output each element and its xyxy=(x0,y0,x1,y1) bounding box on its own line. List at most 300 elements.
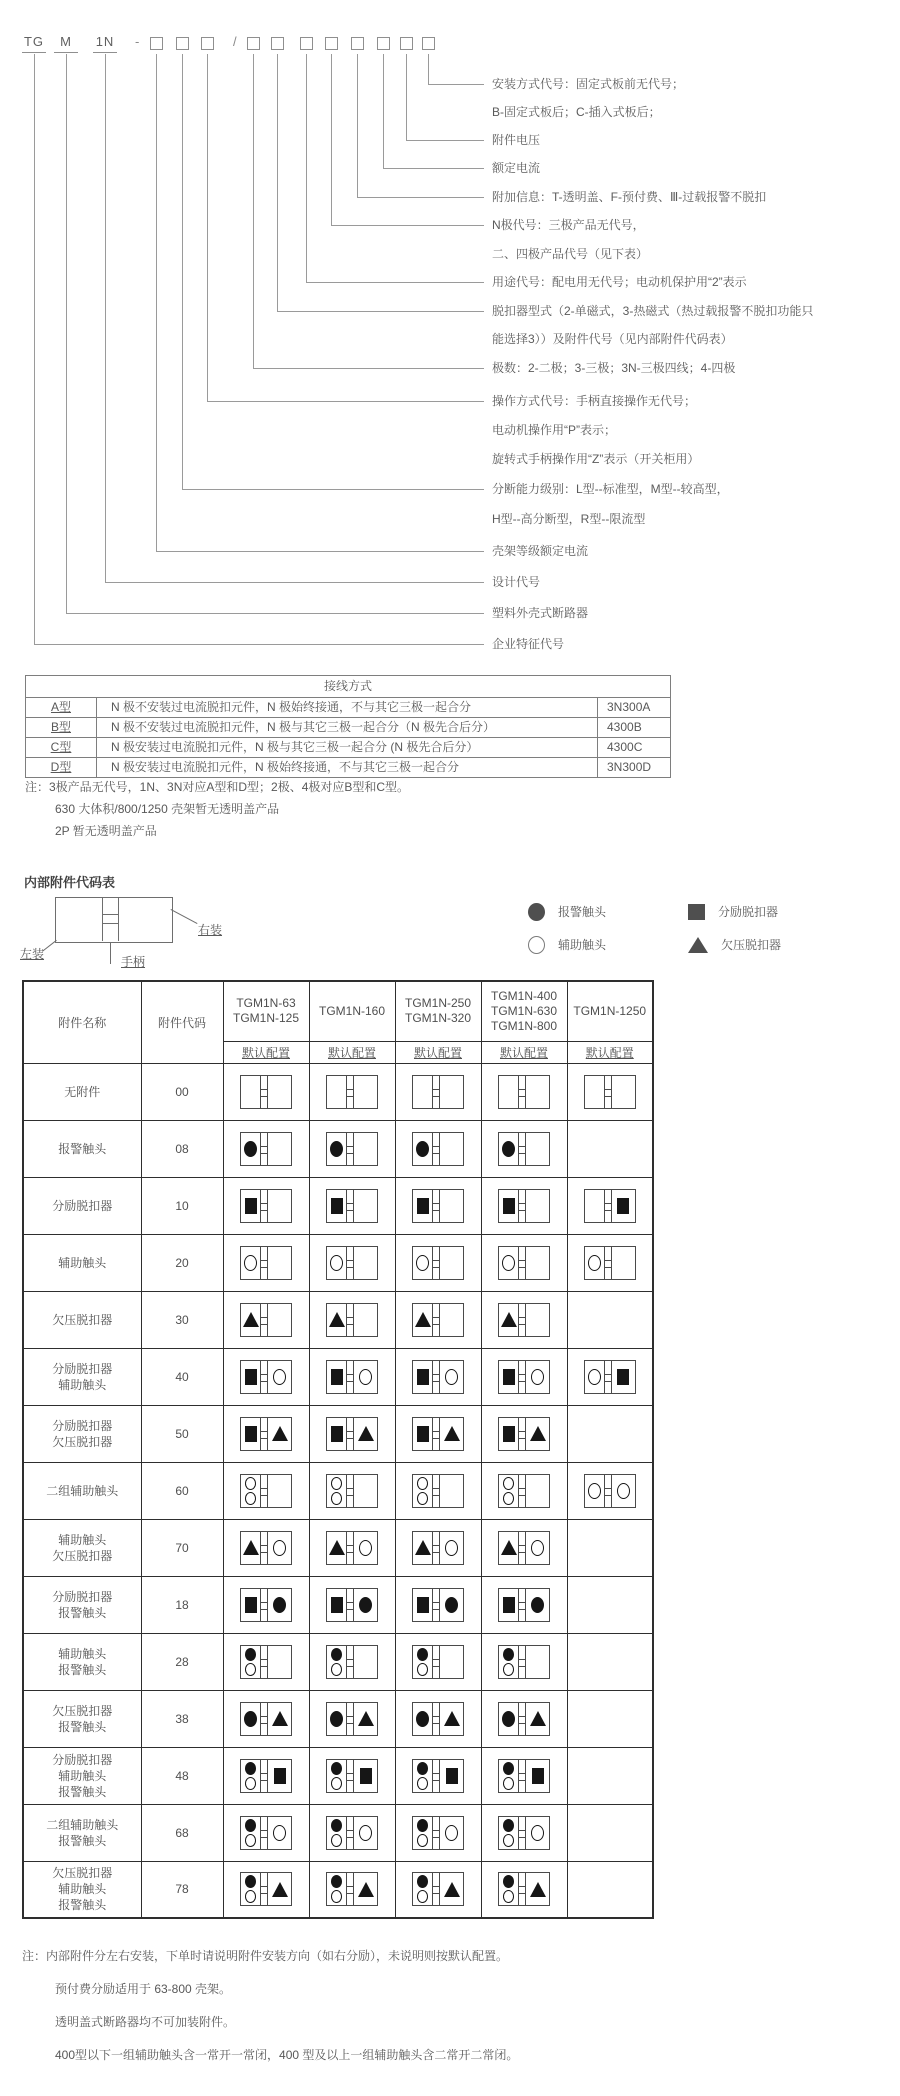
footer-note-line: 预付费分励适用于 63-800 壳架。 xyxy=(55,1982,232,1996)
config-cell xyxy=(567,1861,653,1918)
box-left-slot xyxy=(327,1646,346,1678)
box-handle-slot xyxy=(260,1646,268,1678)
footer-note-line: 注：内部附件分左右安装，下单时请说明附件安装方向（如右分励），未说明则按默认配置。 xyxy=(22,1949,509,1963)
handle-rung xyxy=(519,1716,525,1717)
box-handle-slot xyxy=(518,1646,526,1678)
config-cell xyxy=(223,1405,309,1462)
config-cell xyxy=(567,1633,653,1690)
config-cell xyxy=(223,1804,309,1861)
config-cell xyxy=(481,1861,567,1918)
box-right-slot xyxy=(354,1817,377,1849)
connector-line xyxy=(34,644,484,645)
box-handle-slot xyxy=(432,1190,440,1222)
box-left-slot xyxy=(499,1361,518,1393)
accessory-row xyxy=(23,1405,653,1462)
config-cell xyxy=(395,1462,481,1519)
handle-rung xyxy=(433,1374,439,1375)
default-config-label: 默认配置 xyxy=(499,1045,548,1060)
box-right-slot xyxy=(354,1133,377,1165)
handle-rung xyxy=(433,1659,439,1660)
aux-contact-symbol xyxy=(503,1890,514,1903)
handle-rung xyxy=(433,1723,439,1724)
accessory-config-box xyxy=(412,1872,464,1906)
footer-notes xyxy=(22,1948,518,2080)
accessory-code-cell: 00 xyxy=(141,1063,223,1120)
box-left-slot xyxy=(413,1475,432,1507)
box-handle-slot xyxy=(432,1418,440,1450)
handle-rung xyxy=(261,1146,267,1147)
code-segment-box xyxy=(247,37,260,50)
box-left-slot xyxy=(327,1076,346,1108)
handle-rung xyxy=(519,1666,525,1667)
alarm-contact-symbol xyxy=(331,1819,342,1832)
code-segment-box xyxy=(377,37,390,50)
accessory-config-box xyxy=(412,1132,464,1166)
box-handle-slot xyxy=(346,1361,354,1393)
handle-rung xyxy=(433,1666,439,1667)
accessory-config-box xyxy=(584,1246,636,1280)
box-right-slot xyxy=(354,1760,377,1792)
model-name-line: TGM1N-63 xyxy=(236,996,296,1011)
connector-line xyxy=(306,54,307,282)
handle-rung xyxy=(433,1893,439,1894)
box-right-slot xyxy=(526,1190,549,1222)
box-left-slot xyxy=(241,1532,260,1564)
box-left-slot xyxy=(241,1646,260,1678)
connector-line xyxy=(66,54,67,613)
install-direction-diagram xyxy=(20,893,280,985)
code-meaning-label: 脱扣器型式（2-单磁式，3-热磁式（热过载报警不脱扣功能只 xyxy=(492,304,814,318)
alarm-contact-symbol xyxy=(330,1141,343,1157)
accessory-name-line: 报警触头 xyxy=(58,1784,107,1799)
box-handle-slot xyxy=(518,1076,526,1108)
accessory-name-cell xyxy=(23,1063,141,1120)
handle-rung xyxy=(519,1153,525,1154)
shunt-release-symbol xyxy=(617,1369,629,1385)
handle-slot xyxy=(102,897,119,941)
box-right-slot xyxy=(440,1532,463,1564)
connector-line xyxy=(428,84,484,85)
model-name-line: TGM1N-1250 xyxy=(573,1003,647,1018)
aux-contact-symbol xyxy=(416,1255,429,1271)
handle-rung xyxy=(347,1602,353,1603)
box-right-slot xyxy=(440,1361,463,1393)
box-right-slot xyxy=(354,1190,377,1222)
box-left-slot xyxy=(499,1817,518,1849)
aux-contact-symbol xyxy=(531,1825,544,1841)
box-right-slot xyxy=(268,1361,291,1393)
accessory-row xyxy=(23,1633,653,1690)
box-handle-slot xyxy=(432,1703,440,1735)
shunt-release-symbol xyxy=(360,1768,372,1784)
accessory-config-box xyxy=(412,1246,464,1280)
handle-rung xyxy=(433,1609,439,1610)
accessory-config-box xyxy=(412,1360,464,1394)
config-cell xyxy=(481,1291,567,1348)
config-cell xyxy=(481,1747,567,1804)
handle-rung xyxy=(347,1089,353,1090)
connector-line xyxy=(156,551,484,552)
box-handle-slot xyxy=(260,1703,268,1735)
box-left-slot xyxy=(327,1532,346,1564)
box-left-slot xyxy=(241,1361,260,1393)
aux-contact-symbol xyxy=(445,1369,458,1385)
handle-rung xyxy=(433,1716,439,1717)
config-cell xyxy=(567,1462,653,1519)
code-segment-text: M xyxy=(60,34,72,49)
box-right-slot xyxy=(526,1247,549,1279)
accessory-config-box xyxy=(498,1702,550,1736)
accessory-config-box xyxy=(240,1360,292,1394)
box-right-slot xyxy=(354,1589,377,1621)
handle-rung xyxy=(519,1381,525,1382)
accessory-config-box xyxy=(412,1474,464,1508)
aux-contact-symbol xyxy=(245,1777,256,1790)
undervoltage-release-symbol xyxy=(530,1882,546,1897)
box-handle-slot xyxy=(518,1190,526,1222)
box-handle-slot xyxy=(432,1304,440,1336)
box-right-slot xyxy=(268,1076,291,1108)
aux-contact-symbol xyxy=(359,1825,372,1841)
aux-legend-icon xyxy=(528,936,545,954)
alarm-contact-symbol xyxy=(416,1141,429,1157)
accessory-name-cell xyxy=(23,1576,141,1633)
handle-rung xyxy=(433,1552,439,1553)
box-handle-slot xyxy=(432,1532,440,1564)
wiring-title-cell: 接线方式 xyxy=(26,676,671,698)
connector-line xyxy=(331,225,484,226)
box-left-slot xyxy=(327,1247,346,1279)
accessory-name-cell xyxy=(23,1405,141,1462)
accessory-row xyxy=(23,1120,653,1177)
handle-rung xyxy=(605,1260,611,1261)
box-left-slot xyxy=(327,1703,346,1735)
config-cell xyxy=(309,1690,395,1747)
legend-item xyxy=(528,928,688,961)
wiring-type-cell xyxy=(26,718,97,738)
alarm-contact-symbol xyxy=(502,1141,515,1157)
box-right-slot xyxy=(440,1703,463,1735)
handle-rung xyxy=(347,1381,353,1382)
box-right-slot xyxy=(268,1304,291,1336)
legend-item xyxy=(688,928,868,961)
box-left-slot xyxy=(499,1304,518,1336)
handle-rung xyxy=(605,1381,611,1382)
handle-rung xyxy=(605,1488,611,1489)
code-segment-box xyxy=(422,37,435,50)
box-handle-slot xyxy=(260,1532,268,1564)
box-handle-slot xyxy=(604,1361,612,1393)
accessory-config-box xyxy=(412,1645,464,1679)
aux-contact-symbol xyxy=(503,1834,514,1847)
accessory-config-box xyxy=(326,1075,378,1109)
default-config-label: 默认配置 xyxy=(413,1045,462,1060)
box-left-slot xyxy=(241,1703,260,1735)
accessory-config-box xyxy=(498,1645,550,1679)
aux-contact-symbol xyxy=(503,1477,514,1490)
legend-label: 报警触头 xyxy=(558,905,607,919)
wiring-type-label: D型 xyxy=(50,760,72,774)
undervoltage-release-symbol xyxy=(415,1312,431,1327)
aux-contact-symbol xyxy=(417,1777,428,1790)
code-meaning-label: 安装方式代号：固定式板前无代号； xyxy=(492,77,685,91)
aux-contact-symbol xyxy=(245,1834,256,1847)
accessory-name-line: 欠压脱扣器 xyxy=(52,1434,113,1449)
handle-rung xyxy=(347,1837,353,1838)
accessory-row xyxy=(23,1519,653,1576)
config-cell xyxy=(567,1576,653,1633)
accessory-config-box xyxy=(584,1360,636,1394)
code-separator: - xyxy=(135,34,140,49)
box-right-slot xyxy=(440,1076,463,1108)
config-cell xyxy=(309,1120,395,1177)
box-handle-slot xyxy=(346,1589,354,1621)
box-handle-slot xyxy=(604,1190,612,1222)
box-handle-slot xyxy=(432,1247,440,1279)
accessory-name-cell xyxy=(23,1177,141,1234)
handle-rung xyxy=(433,1324,439,1325)
alarm-contact-symbol xyxy=(502,1711,515,1727)
aux-contact-symbol xyxy=(588,1369,601,1385)
code-meaning-label: 额定电流 xyxy=(492,161,541,175)
connector-line xyxy=(34,54,35,644)
config-cell xyxy=(481,1633,567,1690)
box-left-slot xyxy=(241,1873,260,1905)
config-cell xyxy=(395,1348,481,1405)
box-handle-slot xyxy=(346,1133,354,1165)
accessory-config-box xyxy=(412,1531,464,1565)
config-cell xyxy=(309,1519,395,1576)
box-right-slot xyxy=(268,1190,291,1222)
handle-rung xyxy=(261,1495,267,1496)
accessory-name-line: 报警触头 xyxy=(58,1605,107,1620)
shunt-release-symbol xyxy=(503,1198,515,1214)
box-right-slot xyxy=(268,1646,291,1678)
box-handle-slot xyxy=(346,1304,354,1336)
alarm-contact-symbol xyxy=(503,1648,514,1661)
handle-rung xyxy=(433,1210,439,1211)
accessory-config-box xyxy=(240,1303,292,1337)
accessory-config-box xyxy=(326,1132,378,1166)
accessory-row xyxy=(23,1291,653,1348)
acc-header-row xyxy=(23,981,653,1041)
accessory-config-box xyxy=(240,1759,292,1793)
handle-rung xyxy=(261,1780,267,1781)
accessory-name-line: 辅助触头 xyxy=(58,1255,107,1270)
shunt-release-symbol xyxy=(331,1597,343,1613)
undervoltage-release-symbol xyxy=(358,1882,374,1897)
wiring-row xyxy=(26,758,671,778)
accessory-config-box xyxy=(240,1872,292,1906)
handle-rung xyxy=(519,1374,525,1375)
box-right-slot xyxy=(354,1646,377,1678)
aux-contact-symbol xyxy=(502,1255,515,1271)
box-handle-slot xyxy=(432,1817,440,1849)
accessory-config-box xyxy=(326,1303,378,1337)
aux-contact-symbol xyxy=(331,1777,342,1790)
code-meaning-label: N极代号：三极产品无代号， xyxy=(492,218,645,232)
box-right-slot xyxy=(612,1247,635,1279)
wiring-desc-cell: N 极安装过电流脱扣元件，N 极始终接通，不与其它三极一起合分 xyxy=(97,758,598,778)
undervoltage-release-symbol xyxy=(272,1426,288,1441)
accessory-name-cell xyxy=(23,1519,141,1576)
alarm-contact-symbol xyxy=(417,1648,428,1661)
box-handle-slot xyxy=(432,1646,440,1678)
box-left-slot xyxy=(241,1133,260,1165)
right-install-label: 右装 xyxy=(198,923,223,937)
box-left-slot xyxy=(241,1817,260,1849)
box-handle-slot xyxy=(346,1873,354,1905)
config-cell xyxy=(567,1063,653,1120)
accessory-config-box xyxy=(240,1075,292,1109)
config-cell xyxy=(223,1519,309,1576)
accessory-config-box xyxy=(326,1816,378,1850)
aux-contact-symbol xyxy=(417,1492,428,1505)
code-meaning-label: 壳架等级额定电流 xyxy=(492,544,589,558)
legend-label: 辅助触头 xyxy=(558,938,607,952)
handle-rung xyxy=(519,1886,525,1887)
config-cell xyxy=(567,1120,653,1177)
handle-rung xyxy=(261,1666,267,1667)
model-name-line: TGM1N-160 xyxy=(318,1003,386,1018)
connector-line xyxy=(406,54,407,140)
accessory-code-cell: 70 xyxy=(141,1519,223,1576)
box-handle-slot xyxy=(260,1589,268,1621)
box-right-slot xyxy=(268,1589,291,1621)
connector-line xyxy=(156,54,157,551)
handle-rung xyxy=(433,1773,439,1774)
config-cell xyxy=(567,1690,653,1747)
alarm-contact-symbol xyxy=(244,1141,257,1157)
shunt-release-symbol xyxy=(245,1369,257,1385)
config-cell xyxy=(395,1234,481,1291)
handle-rung xyxy=(433,1153,439,1154)
box-left-slot xyxy=(241,1076,260,1108)
box-right-slot xyxy=(612,1190,635,1222)
accessory-code-cell: 68 xyxy=(141,1804,223,1861)
config-cell xyxy=(223,1234,309,1291)
config-cell xyxy=(481,1177,567,1234)
config-cell xyxy=(223,1177,309,1234)
box-handle-slot xyxy=(518,1589,526,1621)
accessory-config-box xyxy=(326,1360,378,1394)
model-name-line: TGM1N-320 xyxy=(404,1011,472,1026)
accessory-code-cell: 50 xyxy=(141,1405,223,1462)
accessory-config-box xyxy=(498,1759,550,1793)
handle-rung xyxy=(347,1552,353,1553)
code-segment-text: TG xyxy=(23,34,45,49)
connector-line xyxy=(253,368,484,369)
box-handle-slot xyxy=(260,1304,268,1336)
handle-rung xyxy=(347,1723,353,1724)
box-right-slot xyxy=(526,1304,549,1336)
accessory-name-line: 报警触头 xyxy=(58,1833,107,1848)
handle-rung xyxy=(519,1324,525,1325)
accessory-name-line: 分励脱扣器 xyxy=(52,1589,113,1604)
handle-rung xyxy=(433,1545,439,1546)
accessory-config-box xyxy=(240,1474,292,1508)
accessory-name-line: 无附件 xyxy=(64,1084,101,1099)
box-right-slot xyxy=(354,1873,377,1905)
accessory-config-box xyxy=(326,1531,378,1565)
config-cell xyxy=(481,1462,567,1519)
box-handle-slot xyxy=(604,1247,612,1279)
box-right-slot xyxy=(526,1703,549,1735)
box-left-slot xyxy=(327,1190,346,1222)
accessory-row xyxy=(23,1348,653,1405)
default-config-cell xyxy=(481,1041,567,1063)
box-right-slot xyxy=(612,1361,635,1393)
legend-label: 欠压脱扣器 xyxy=(721,938,782,952)
box-right-slot xyxy=(440,1646,463,1678)
config-cell xyxy=(309,1291,395,1348)
wiring-desc-cell: N 极不安装过电流脱扣元件，N 极与其它三极一起合分（N 极先合后分） xyxy=(97,718,598,738)
handle-rung xyxy=(261,1488,267,1489)
aux-contact-symbol xyxy=(273,1369,286,1385)
accessory-name-line: 欠压脱扣器 xyxy=(52,1312,113,1327)
box-right-slot xyxy=(354,1418,377,1450)
box-right-slot xyxy=(440,1475,463,1507)
accessory-name-cell xyxy=(23,1291,141,1348)
undervoltage-release-symbol xyxy=(530,1711,546,1726)
box-handle-slot xyxy=(346,1475,354,1507)
handle-rung xyxy=(261,1153,267,1154)
handle-rung xyxy=(433,1431,439,1432)
handle-rung xyxy=(261,1545,267,1546)
accessory-code-cell: 78 xyxy=(141,1861,223,1918)
handle-rung xyxy=(347,1545,353,1546)
box-left-slot xyxy=(585,1361,604,1393)
box-right-slot xyxy=(268,1817,291,1849)
aux-contact-symbol xyxy=(273,1825,286,1841)
box-handle-slot xyxy=(518,1475,526,1507)
accessory-name-line: 欠压脱扣器 xyxy=(52,1866,113,1881)
box-handle-slot xyxy=(260,1190,268,1222)
config-cell xyxy=(481,1348,567,1405)
aux-contact-symbol xyxy=(359,1540,372,1556)
config-cell xyxy=(395,1576,481,1633)
box-right-slot xyxy=(354,1304,377,1336)
accessory-name-cell xyxy=(23,1633,141,1690)
handle-rung xyxy=(347,1666,353,1667)
aux-contact-symbol xyxy=(245,1477,256,1490)
shunt-release-symbol xyxy=(503,1426,515,1442)
box-right-slot xyxy=(440,1304,463,1336)
accessory-name-line: 二组辅助触头 xyxy=(46,1817,119,1832)
box-left-slot xyxy=(499,1873,518,1905)
aux-contact-symbol xyxy=(417,1834,428,1847)
alarm-contact-symbol xyxy=(359,1597,372,1613)
box-right-slot xyxy=(354,1076,377,1108)
alarm-contact-symbol xyxy=(417,1819,428,1832)
box-left-slot xyxy=(499,1076,518,1108)
aux-contact-symbol xyxy=(245,1492,256,1505)
box-right-slot xyxy=(354,1703,377,1735)
accessory-config-box xyxy=(498,1588,550,1622)
box-handle-slot xyxy=(346,1532,354,1564)
box-right-slot xyxy=(440,1589,463,1621)
box-handle-slot xyxy=(346,1646,354,1678)
shunt-release-symbol xyxy=(331,1198,343,1214)
accessory-name-line: 欠压脱扣器 xyxy=(52,1548,113,1563)
accessory-code-table-heading: 内部附件代码表 xyxy=(24,875,116,890)
handle-rung xyxy=(605,1210,611,1211)
acc-head xyxy=(23,981,653,1063)
box-handle-slot xyxy=(260,1873,268,1905)
wiring-body xyxy=(26,676,671,778)
accessory-config-box xyxy=(326,1702,378,1736)
shunt-release-symbol xyxy=(274,1768,286,1784)
